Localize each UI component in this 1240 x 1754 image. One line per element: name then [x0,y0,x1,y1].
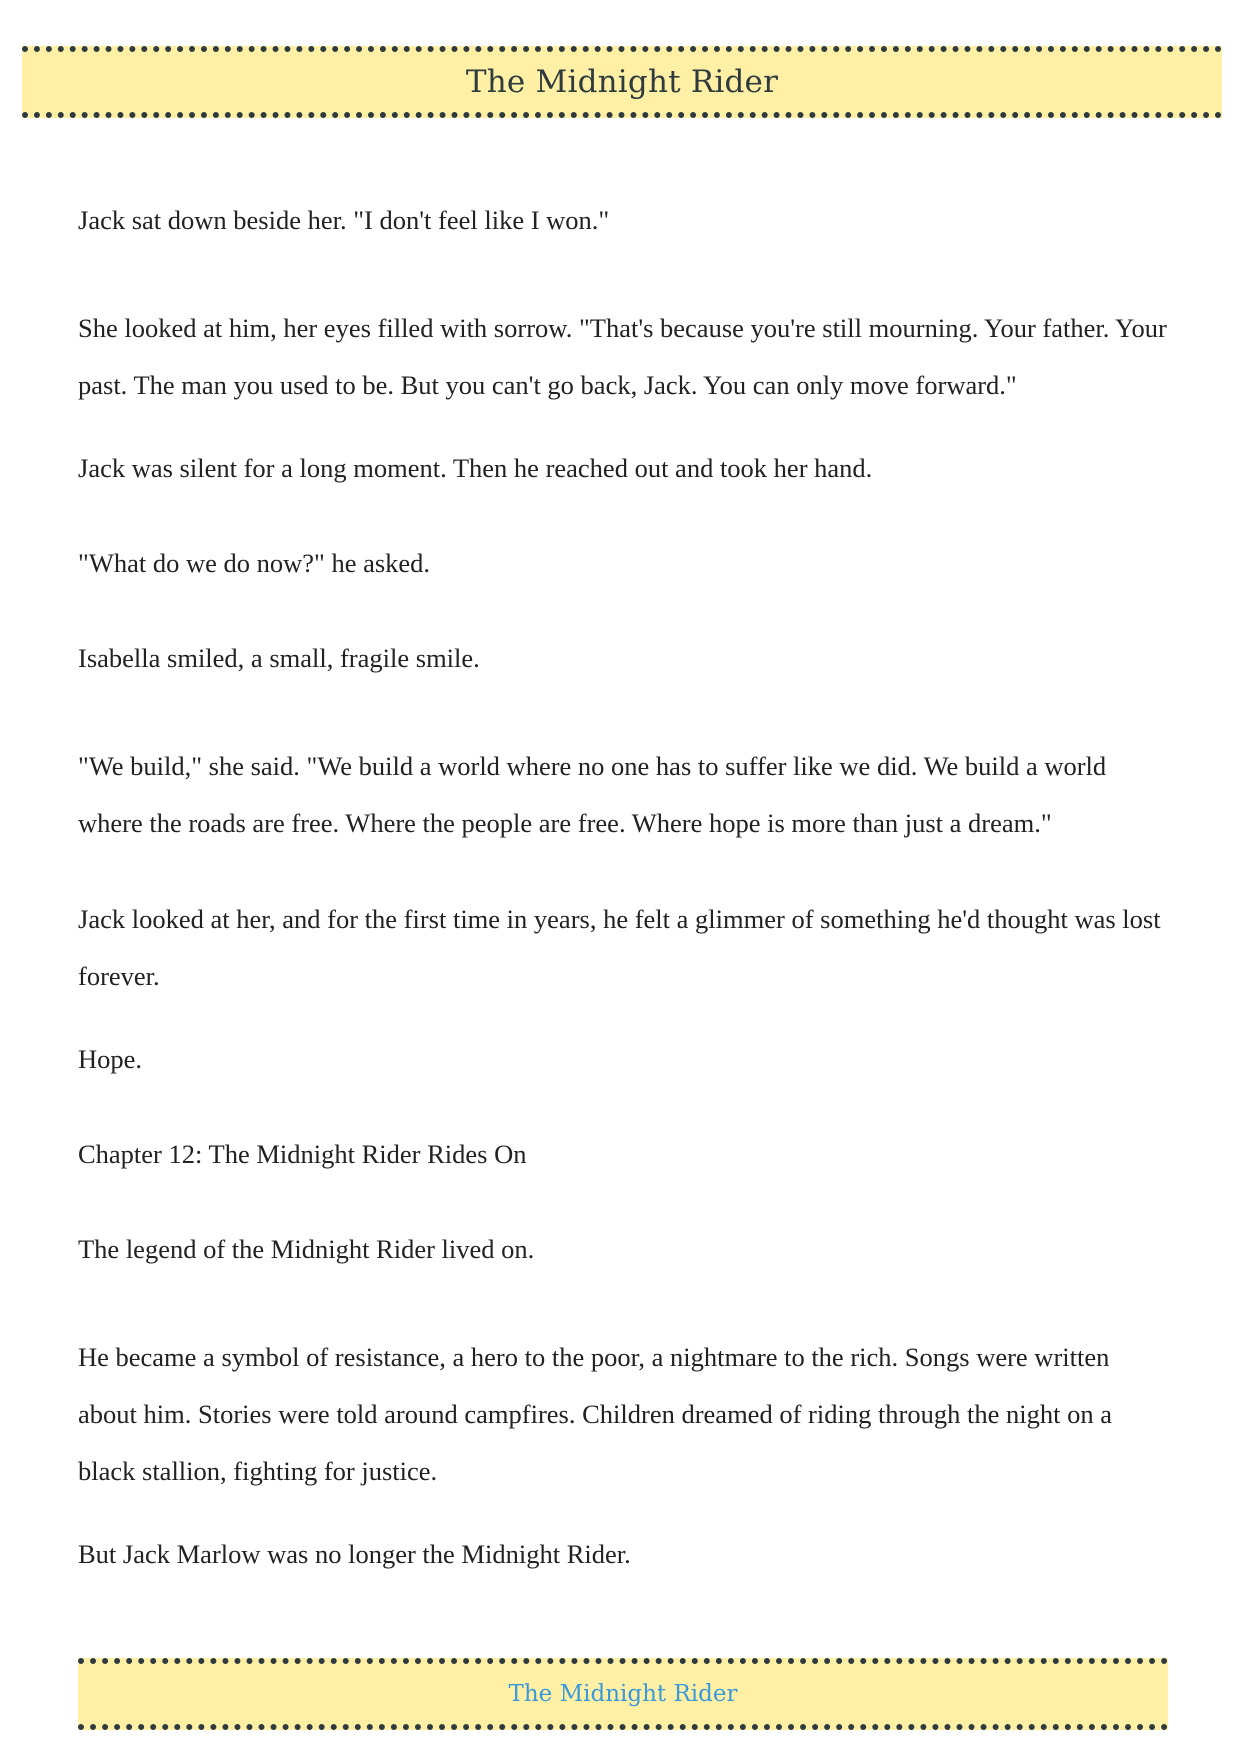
paragraph: But Jack Marlow was no longer the Midnight Rider. [78,1539,631,1569]
paragraph: He became a symbol of resistance, a hero to the poor, a nightmare to the rich. Songs were written about him. Stories were told around campfires. Children dreamed of riding through the night on a black stallion, fighting for justice. [78,1342,1112,1486]
paragraph: Jack sat down beside her. "I don't feel like I won." [78,205,610,235]
page-footer [78,1658,1168,1730]
paragraph: "We build," she said. "We build a world where no one has to suffer like we did. We build a world where the roads are free. Where the people are free. Where hope is more than just a dream." [78,751,1107,838]
page-header [22,46,1222,118]
page-title: The Midnight Rider [465,64,779,100]
paragraph: She looked at him, her eyes filled with sorrow. "That's because you're still mourning. Your father. Your past. The man you used to be. But you can't go back, Jack. You can only move forward." [78,313,1167,400]
document-body [78,205,1168,1634]
paragraph: "What do we do now?" he asked. [78,548,431,578]
footer-title: The Midnight Rider [508,1681,738,1707]
paragraph: The legend of the Midnight Rider lived on. [78,1234,535,1264]
chapter-heading: Chapter 12: The Midnight Rider Rides On [78,1139,527,1169]
paragraph: Hope. [78,1044,143,1074]
paragraph: Jack was silent for a long moment. Then he reached out and took her hand. [78,453,873,483]
paragraph: Jack looked at her, and for the first time in years, he felt a glimmer of something he'd thought was lost forever. [78,904,1161,991]
paragraph: Isabella smiled, a small, fragile smile. [78,643,480,673]
